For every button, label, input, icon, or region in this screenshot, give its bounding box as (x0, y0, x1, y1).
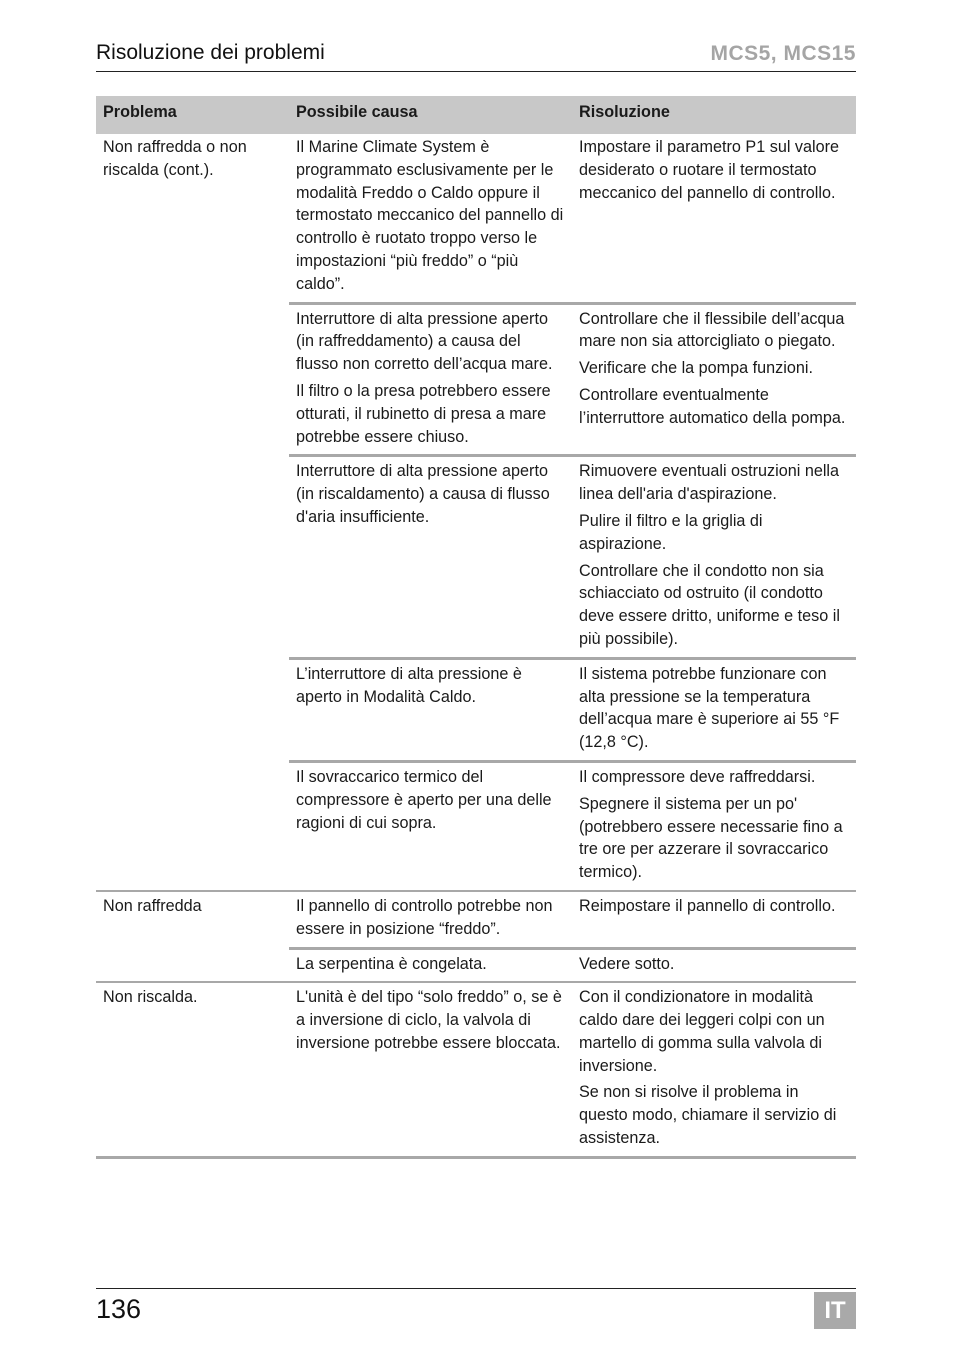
section-title: Risoluzione dei problemi (96, 41, 325, 64)
solution-cell (572, 303, 856, 456)
solution-cell (572, 948, 856, 982)
problem-text: Non riscalda. (103, 988, 198, 1007)
solution-text: Vedere sotto. (579, 954, 675, 973)
page-number: 136 (96, 1294, 142, 1324)
solution-cell (572, 891, 856, 948)
solution-text: Il sistema potrebbe funzionare con alta pressione se la temperatura dell’acqua mare è superiore ai 55 °F (12,8 °C). (579, 664, 840, 752)
cause-cell (289, 134, 572, 303)
problem-cell (96, 134, 289, 891)
table-header-row (96, 96, 856, 134)
solution-cell (572, 658, 856, 761)
cause-cell (289, 891, 572, 948)
cause-cell (289, 761, 572, 890)
solution-text: Reimpostare il pannello di controllo. (579, 896, 836, 915)
solution-text: Rimuovere eventuali ostruzioni nella linea dell'aria d'aspirazione. (579, 462, 840, 504)
solution-cell (572, 982, 856, 1157)
table-row (96, 982, 856, 1157)
cause-text: Interruttore di alta pressione aperto (in riscaldamento) a causa di flusso d'aria insufficiente. (296, 462, 550, 526)
cause-text: Il pannello di controllo potrebbe non essere in posizione “freddo”. (296, 896, 553, 938)
table-row (96, 891, 856, 948)
cause-text: Il filtro o la presa potrebbero essere otturati, il rubinetto di presa a mare potrebbe essere chiuso. (296, 381, 551, 446)
cause-cell (289, 658, 572, 761)
cause-cell (289, 303, 572, 456)
language-badge: IT (814, 1292, 856, 1329)
solution-cell (572, 134, 856, 303)
page-footer (96, 1288, 856, 1331)
solution-cell (572, 761, 856, 890)
solution-text: Impostare il parametro P1 sul valore desiderato o ruotare il termostato meccanico del pannello di controllo. (579, 138, 840, 202)
cause-text: L’interruttore di alta pressione è aperto in Modalità Caldo. (296, 664, 522, 706)
cause-cell (289, 982, 572, 1157)
model-name: MCS5, MCS15 (710, 42, 856, 65)
cause-cell (289, 948, 572, 982)
problem-text: Non raffredda o non riscalda (cont.). (103, 138, 247, 179)
column-header-cause: Possibile causa (289, 96, 572, 134)
solution-text: Il compressore deve raffreddarsi. (579, 767, 816, 786)
column-header-solution: Risoluzione (572, 96, 856, 134)
problem-text: Non raffredda (103, 896, 202, 915)
cause-cell (289, 456, 572, 658)
cause-text: La serpentina è congelata. (296, 954, 487, 973)
problem-cell (96, 982, 289, 1157)
solution-text: Controllare che il flessibile dell’acqua mare non sia attorcigliato o piegato. (579, 309, 845, 351)
solution-text: Con il condizionatore in modalità caldo dare dei leggeri colpi con un martello di gomma sulla valvola di inversione. (579, 988, 825, 1075)
cause-text: L'unità è del tipo “solo freddo” o, se è a inversione di ciclo, la valvola di inversione potrebbe essere bloccata. (296, 988, 562, 1052)
cause-text: Interruttore di alta pressione aperto (in raffreddamento) a causa del flusso non corretto dell’acqua mare. (296, 309, 553, 374)
solution-text: Controllare eventualmente l’interruttore automatico della pompa. (579, 385, 846, 427)
table-row (96, 134, 856, 303)
solution-text: Verificare che la pompa funzioni. (579, 359, 813, 378)
cause-text: Il Marine Climate System è programmato esclusivamente per le modalità Freddo o Caldo oppure il termostato meccanico del pannello di controllo è ruotato troppo verso le impostazioni “più freddo” o “più caldo”. (296, 138, 564, 293)
solution-text: Spegnere il sistema per un po' (potrebbero essere necessarie fino a tre ore per azzerare il sovraccarico termico). (579, 794, 843, 882)
column-header-problem: Problema (96, 96, 289, 134)
problem-cell (96, 891, 289, 982)
troubleshooting-table (96, 96, 856, 1159)
solution-text: Pulire il filtro e la griglia di aspirazione. (579, 511, 763, 553)
solution-text: Se non si risolve il problema in questo modo, chiamare il servizio di assistenza. (579, 1083, 837, 1148)
cause-text: Il sovraccarico termico del compressore è aperto per una delle ragioni di cui sopra. (296, 767, 552, 832)
solution-text: Controllare che il condotto non sia schiacciato od ostruito (il condotto deve essere dritto, uniforme e teso il più possibile). (579, 561, 840, 648)
solution-cell (572, 456, 856, 658)
page-header (96, 38, 856, 72)
